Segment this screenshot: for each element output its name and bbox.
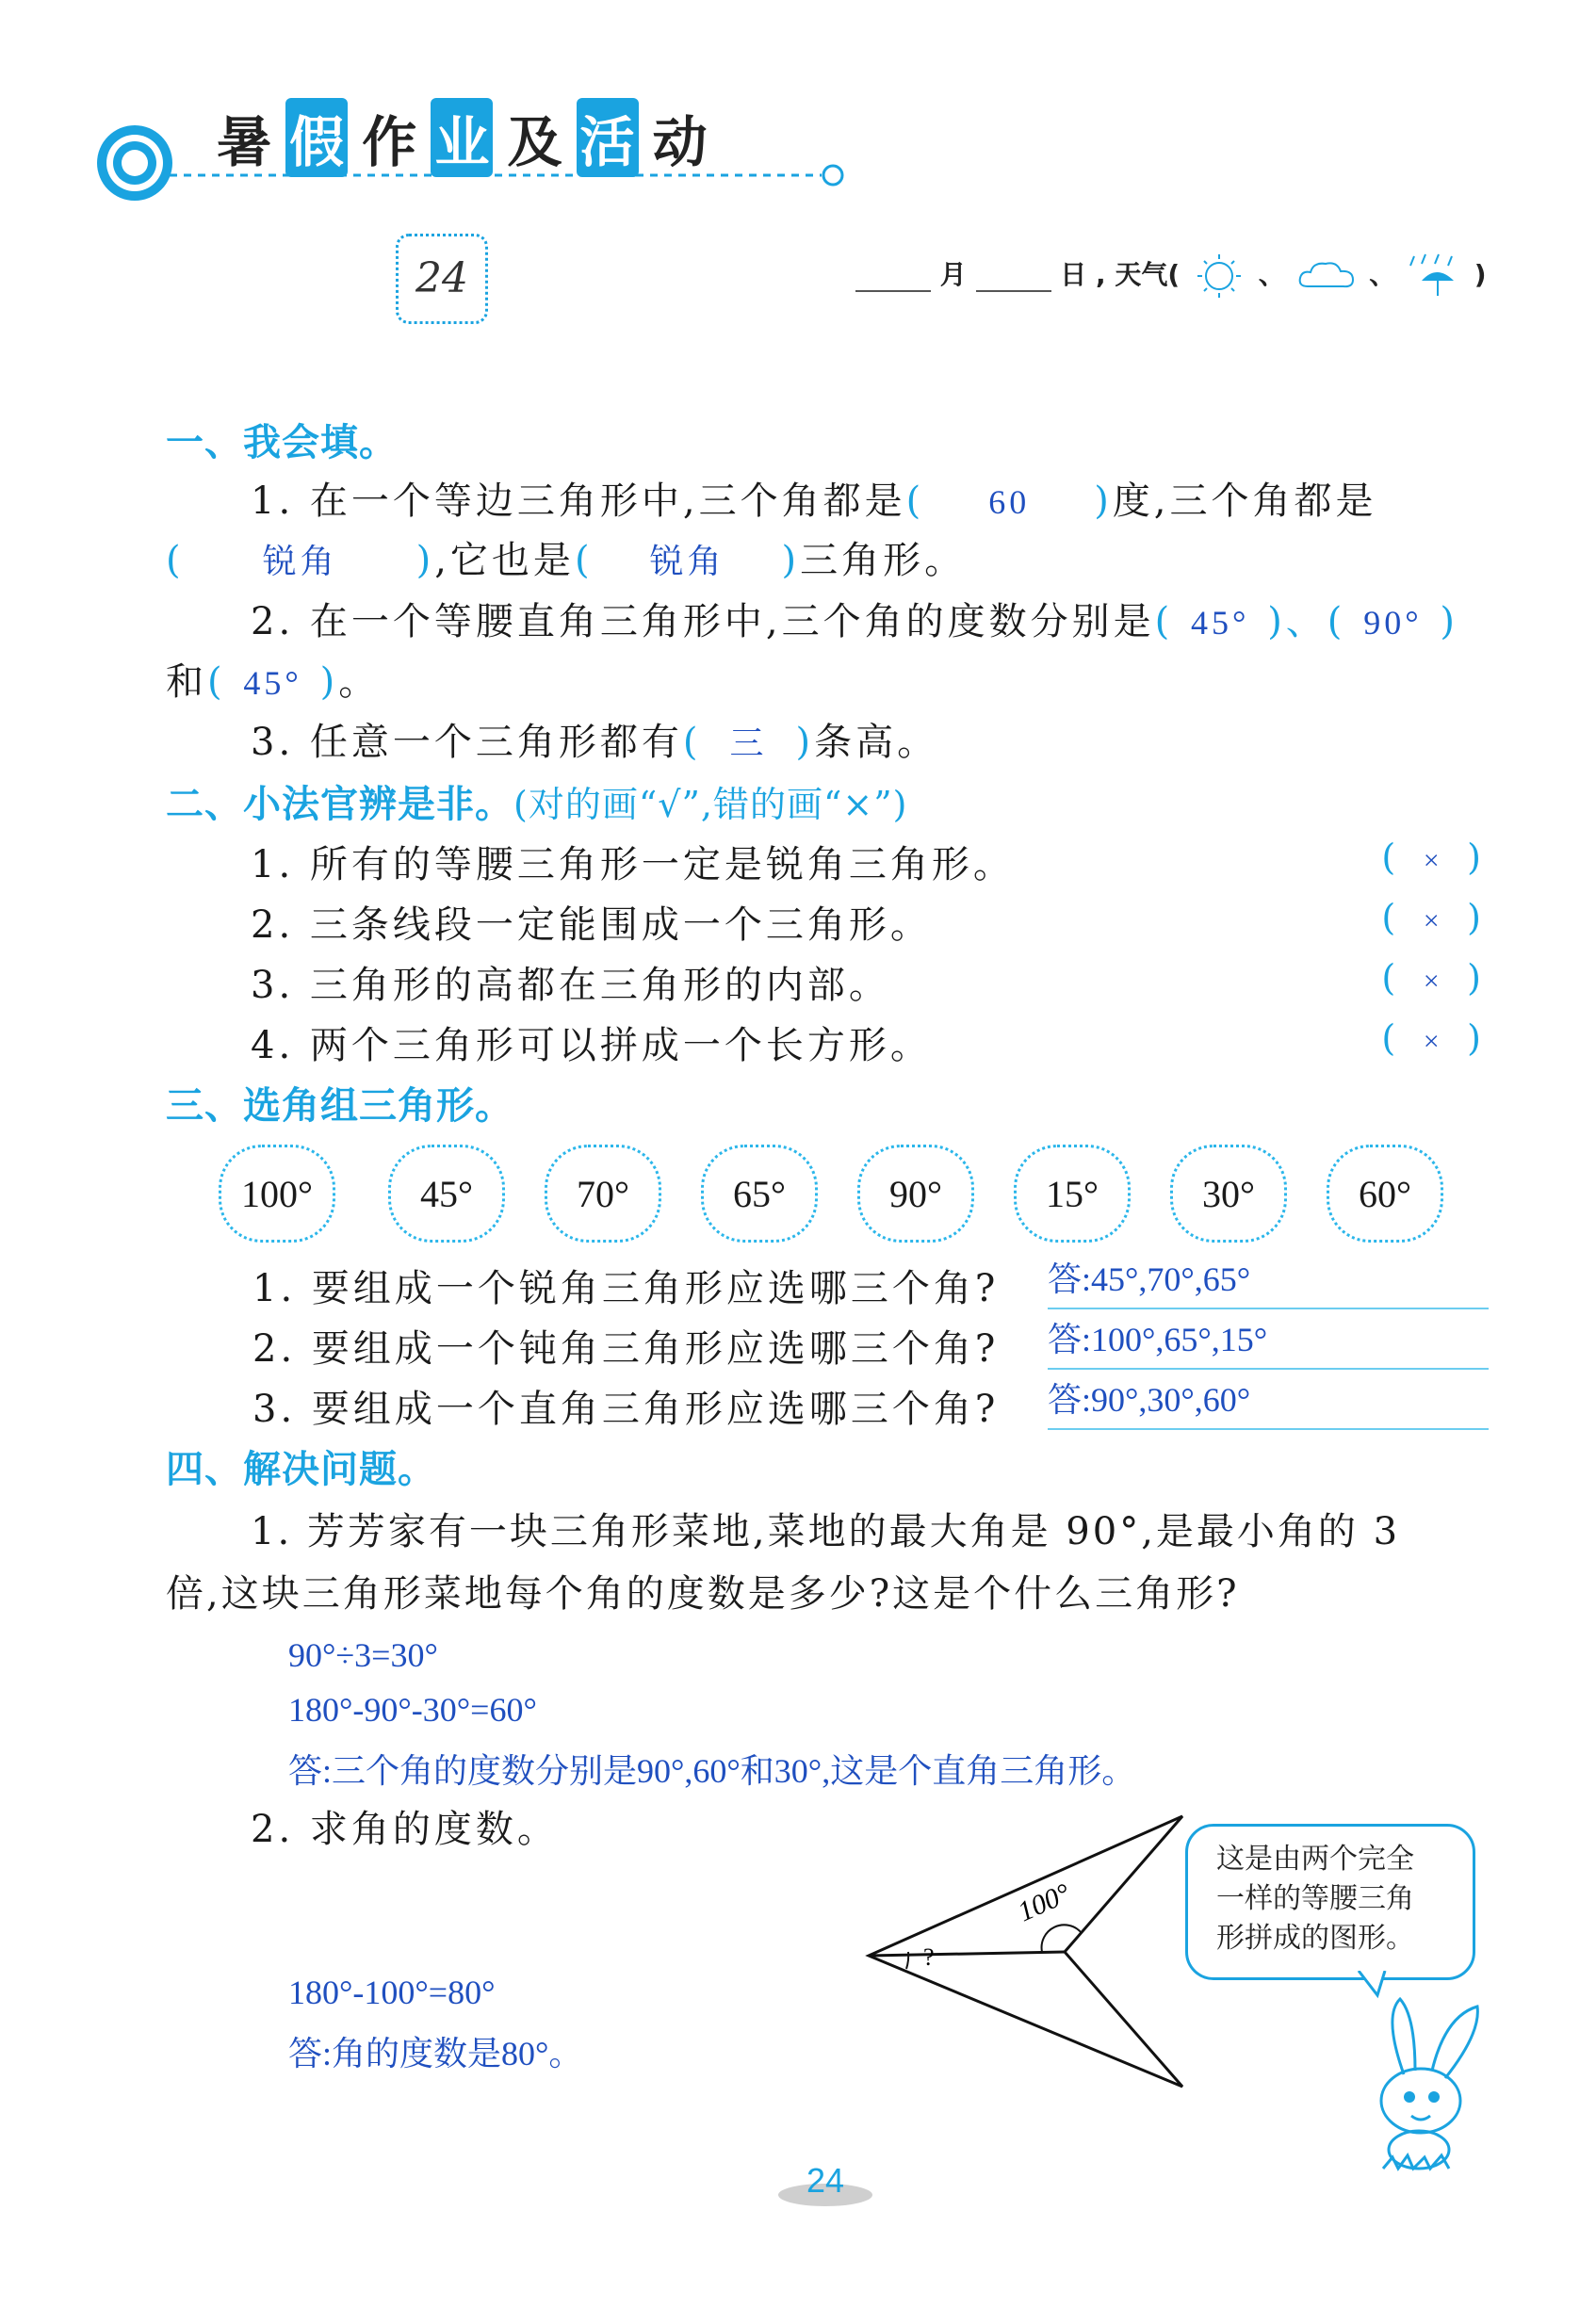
date-weather-line: 月 日 , 天气( 、 、 ) (855, 252, 1487, 300)
s1-q2-answer-2[interactable]: 90° (1363, 604, 1423, 642)
section3-title: 三、选角组三角形。 (166, 1084, 513, 1128)
page-number-area (778, 2161, 872, 2208)
angle-card[interactable]: 90° (857, 1145, 974, 1243)
s4-p1-work-line: 180°-90°-30°=60° (288, 1691, 537, 1729)
angle-card[interactable]: 65° (701, 1145, 818, 1243)
weather-separator: 、 (1258, 259, 1285, 290)
s1-q2-text: 和 (166, 660, 207, 704)
section2-hint: (对的画“√”,错的画“×”) (513, 784, 908, 825)
angle-card[interactable]: 45° (388, 1145, 505, 1243)
s3-answer-line[interactable]: 答:100°,65°,15° (1048, 1313, 1489, 1370)
s1-q2-text: 。 (338, 660, 381, 704)
s2-item-answer[interactable]: × (1423, 966, 1441, 997)
angle-card[interactable]: 15° (1014, 1145, 1131, 1243)
angle-100-label: 100° (1013, 1877, 1075, 1928)
month-label: 月 (939, 259, 967, 290)
s1-q3-text: 条高。 (814, 721, 939, 764)
s4-p2-answer: 答:角的度数是80°。 (288, 2035, 583, 2072)
s1-q2-line2: 和( 45° )。 (166, 660, 381, 704)
page-number: 24 (806, 2161, 845, 2200)
s3-answer-line[interactable]: 答:90°,30°,60° (1048, 1373, 1489, 1430)
hint-speech-bubble (1185, 1824, 1475, 1980)
s1-q2-answer-1[interactable]: 45° (1191, 604, 1250, 642)
day-blank[interactable] (976, 259, 1051, 292)
weather-label: 天气( (1115, 259, 1181, 290)
section2-title-text: 二、小法官辨是非。 (166, 783, 513, 826)
weather-close: ) (1474, 259, 1487, 290)
angle-card[interactable]: 30° (1170, 1145, 1287, 1243)
s1-q1-text: 三角形。 (800, 539, 967, 582)
lesson-number: 24 (415, 254, 468, 302)
s1-q3-answer[interactable]: 三 (729, 724, 768, 762)
s2-item-text: 2. 三条线段一定能围成一个三角形。 (251, 903, 932, 947)
bunny-illustration-icon (1355, 1988, 1496, 2176)
cloud-icon[interactable] (1295, 252, 1360, 300)
s1-q1-text: 度,三个角都是 (1112, 479, 1377, 523)
s4-p2-work-line: 180°-100°=80° (288, 1974, 496, 2011)
s3-answer-line[interactable]: 答:45°,70°,65° (1048, 1253, 1489, 1309)
s1-q1-text: ,它也是 (434, 539, 575, 582)
section4-title: 四、解决问题。 (166, 1448, 436, 1491)
title-char: 作 (362, 110, 417, 174)
title-char: 业 (431, 98, 493, 177)
angle-card[interactable]: 60° (1327, 1145, 1443, 1243)
sun-icon[interactable] (1189, 252, 1249, 300)
s2-item-text: 3. 三角形的高都在三角形的内部。 (251, 964, 890, 1007)
s4-problem2-title: 2. 求角的度数。 (251, 1808, 559, 1851)
s4-p1-answer: 答:三个角的度数分别是90°,60°和30°,这是个直角三角形。 (288, 1752, 1136, 1790)
target-circle-icon (94, 122, 175, 203)
s1-q1-text: 1. 在一个等边三角形中,三个角都是 (251, 479, 906, 523)
lesson-badge (396, 234, 488, 324)
s4-problem1-line1: 1. 芳芳家有一块三角形菜地,菜地的最大角是 90°,是最小角的 3 (251, 1510, 1401, 1553)
section2-title (166, 774, 908, 828)
angle-card[interactable]: 100° (219, 1145, 335, 1243)
bubble-line: 一样的等腰三角 (1216, 1882, 1414, 1915)
s4-p1-work-line: 90°÷3=30° (288, 1636, 438, 1674)
weather-separator: 、 (1369, 259, 1396, 290)
angle-card[interactable]: 70° (545, 1145, 661, 1243)
section1-title: 一、我会填。 (166, 421, 398, 464)
title-char: 暑 (217, 110, 272, 174)
s4-problem1-line2: 倍,这块三角形菜地每个角的度数是多少?这是个什么三角形? (166, 1572, 1240, 1616)
bubble-line: 这是由两个完全 (1216, 1843, 1414, 1876)
s1-q2-answer-3[interactable]: 45° (243, 664, 302, 702)
s1-q3-text: 3. 任意一个三角形都有 (251, 721, 683, 764)
s2-item-judgement: ( × ) (1381, 1017, 1483, 1059)
rain-umbrella-icon[interactable] (1405, 252, 1465, 300)
title-char: 动 (652, 110, 708, 174)
s2-item-judgement: ( × ) (1381, 837, 1483, 878)
s1-q1-line1: 1. 在一个等边三角形中,三个角都是( 60 )度,三个角都是 (251, 479, 1377, 523)
title-char: 活 (577, 98, 639, 177)
s1-q1-answer-1[interactable]: 60 (988, 483, 1031, 521)
s1-q3: 3. 任意一个三角形都有( 三 )条高。 (251, 712, 938, 766)
title-char: 及 (507, 110, 562, 174)
s1-q1-answer-2[interactable]: 锐角 (262, 543, 338, 580)
s1-q1-answer-3[interactable]: 锐角 (649, 543, 725, 580)
bubble-line: 形拼成的图形。 (1216, 1922, 1414, 1955)
arrow-triangle-figure (857, 1799, 1206, 2101)
month-blank[interactable] (855, 259, 931, 292)
day-label: 日 (1060, 259, 1087, 290)
s2-item-answer[interactable]: × (1423, 1026, 1441, 1057)
s3-question: 3. 要组成一个直角三角形应选哪三个角? (252, 1388, 1000, 1431)
s2-item-answer[interactable]: × (1423, 905, 1441, 936)
s1-q2-line1: 2. 在一个等腰直角三角形中,三个角的度数分别是( 45° )、( 90° ) (251, 600, 1459, 643)
angle-unknown-label: ? (923, 1943, 935, 1971)
header-dotted-rule (170, 164, 848, 187)
s2-item-judgement: ( × ) (1381, 957, 1483, 999)
s1-q1-line2: ( 锐角 ),它也是( 锐角 )三角形。 (166, 530, 966, 584)
s2-item-judgement: ( × ) (1381, 897, 1483, 938)
s2-item-text: 1. 所有的等腰三角形一定是锐角三角形。 (251, 843, 1015, 886)
s3-question: 1. 要组成一个锐角三角形应选哪三个角? (252, 1267, 1000, 1310)
s3-question: 2. 要组成一个钝角三角形应选哪三个角? (252, 1327, 1000, 1371)
s1-q2-text: 2. 在一个等腰直角三角形中,三个角的度数分别是 (251, 600, 1155, 643)
title-char: 假 (285, 98, 348, 177)
s2-item-text: 4. 两个三角形可以拼成一个长方形。 (251, 1024, 932, 1067)
s2-item-answer[interactable]: × (1423, 845, 1441, 876)
